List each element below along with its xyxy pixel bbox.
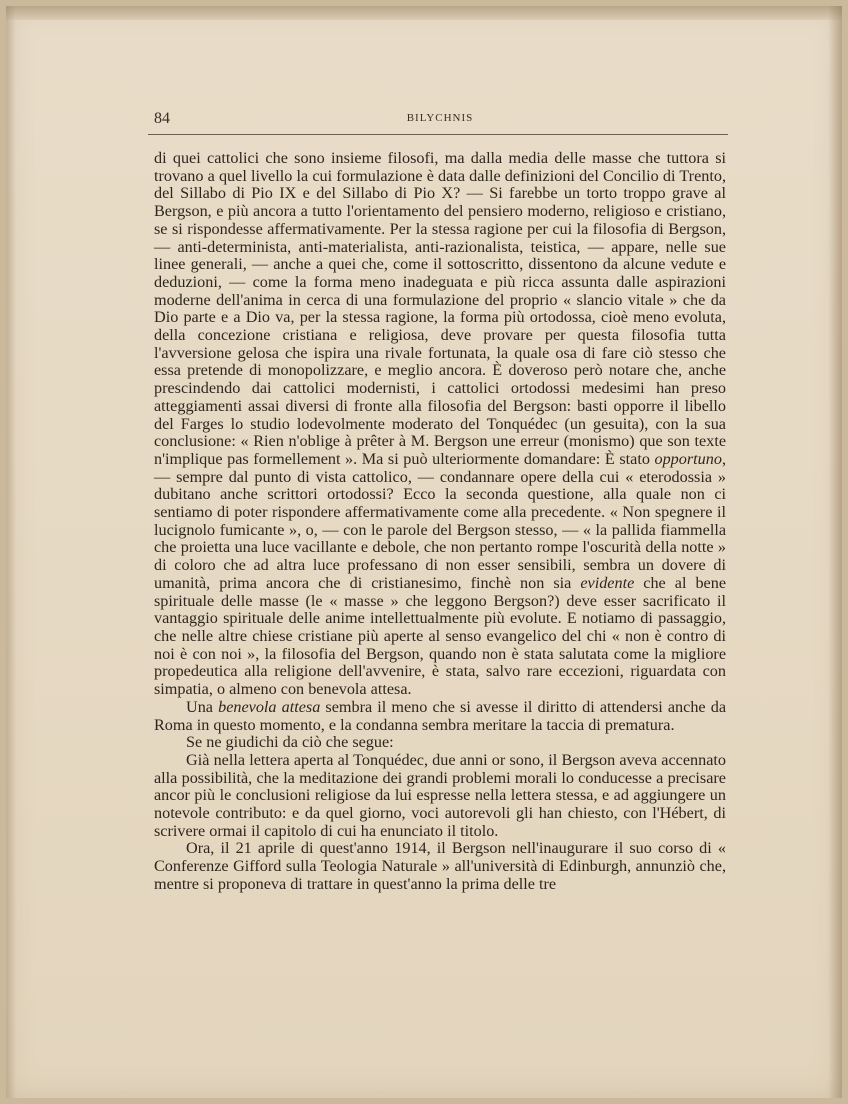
paragraph-3: Se ne giudichi da ciò che segue: (186, 733, 394, 752)
paragraph-1-emphasis-evidente: evidente (580, 573, 635, 592)
paragraph-2-text-b: sembra il meno che si avesse il diritto di attendersi anche da Roma in questo momento, e la condanna sembra meritare la taccia di prematura. (154, 697, 727, 734)
paragraph-1-text-b: , — sempre dal punto di vista cattolico, — condannare opere della cui « eterodossia » dubitano anche scrittori ortodossi? Ecco la seconda questione, alla quale non ci sentiamo di poter rispondere affermativamente come alla precedente. « Non spegnere il lucignolo fumicante », o, — con le parole del Bergson stesso, — « la pallida fiammella che proietta una luce vacillante e debole, che non pertanto rompe l'oscurità della notte » di coloro che ad altra luce professano di non esser sensibili, sembra un dovere di umanità, prima ancora che di cristianesimo, finchè non sia (154, 449, 726, 592)
header-rule (148, 134, 728, 135)
running-head: BILYCHNIS (406, 112, 474, 124)
paragraph-5: Ora, il 21 aprile di quest'anno 1914, il Bergson nell'inaugurare il suo corso di « Conferenze Gifford sulla Teologia Naturale » all'università di Edinburgh, annunziò che, mentre si proponeva di trattare in quest'anno la prima delle tre (154, 839, 726, 893)
page-right-edge (828, 6, 842, 1098)
page-number: 84 (154, 110, 170, 127)
paragraph-1 (154, 150, 726, 699)
page-header (154, 110, 726, 132)
page-left-edge (6, 6, 16, 1098)
paragraph-2-text-a: Una (186, 697, 219, 716)
paragraph-2 (154, 699, 726, 734)
page-top-shadow (6, 6, 842, 20)
body-text (154, 150, 726, 894)
paragraph-1-emphasis-opportuno: opportuno (654, 449, 722, 468)
paragraph-4: Già nella lettera aperta al Tonquédec, due anni or sono, il Bergson aveva accennato alla possibilità, che la meditazione dei grandi problemi morali lo conducesse a precisare ancor più le conclusioni religiose da lui espresse nella lettera stessa, e ad aggiungere un notevole contributo: e da quel giorno, voci autorevoli gli han chiesto, con l'Hébert, di scrivere ormai il capitolo di cui ha enunciato il titolo. (154, 750, 726, 840)
paragraph-1-text-c: che al bene spirituale delle masse (le « masse » che leggono Bergson?) deve esser sacrificato il vantaggio spirituale delle anime intellettualmente più evolute. E notiamo di passaggio, che nelle altre chiese cristiane più aperte al senso evangelico del chi « non è contro di noi è con noi », la filosofia del Bergson, quando non è stata salutata come la migliore propedeutica alla religione dell'avvenire, è stata, salvo rare eccezioni, riguardata con simpatia, o almeno con benevola attesa. (154, 573, 727, 699)
paragraph-2-emphasis: benevola attesa (218, 697, 321, 716)
paragraph-1-text-a: di quei cattolici che sono insieme filosofi, ma dalla media delle masse che tuttora si trovano a quel livello la cui formulazione è data dalle definizioni del Concilio di Trento, del Sillabo di Pio IX e del Sillabo di Pio X? — Si farebbe un torto troppo grave al Bergson, e più ancora a tutto l'orientamento del pensiero moderno, religioso e cristiano, se si rispondesse affermativamente. Per la stessa ragione per cui la filosofia di Bergson, — anti-determinista, anti-materialista, anti-razionalista, teistica, — appare, nelle sue linee generali, — anche a quei che, come il sottoscritto, dissentono da alcune vedute e deduzioni, — come la forma meno inadeguata e più ricca assunta dalle aspirazioni moderne dell'anima in cerca di una formulazione del proprio « slancio vitale » che da Dio parte e a Dio va, per la stessa ragione, la forma più ortodossa, cioè meno evoluta, della concezione cristiana e religiosa, deve provare per questa filosofia tutta l'avversione gelosa che ispira una rivale fortunata, la quale osa di fare ciò stesso che essa pretende di monopolizzare, e meglio ancora. È doveroso però notare che, anche prescindendo dai cattolici modernisti, i cattolici ortodossi medesimi han preso atteggiamenti assai diversi di fronte alla filosofia del Bergson: basti opporre il libello del Farges lo studio lodevolmente moderato del Tonquédec (un gesuita), con la sua conclusione: « Rien n'oblige à prêter à M. Bergson une erreur (monismo) que son texte n'implique pas formellement ». Ma si può ulteriormente domandare: È stato (154, 149, 726, 468)
